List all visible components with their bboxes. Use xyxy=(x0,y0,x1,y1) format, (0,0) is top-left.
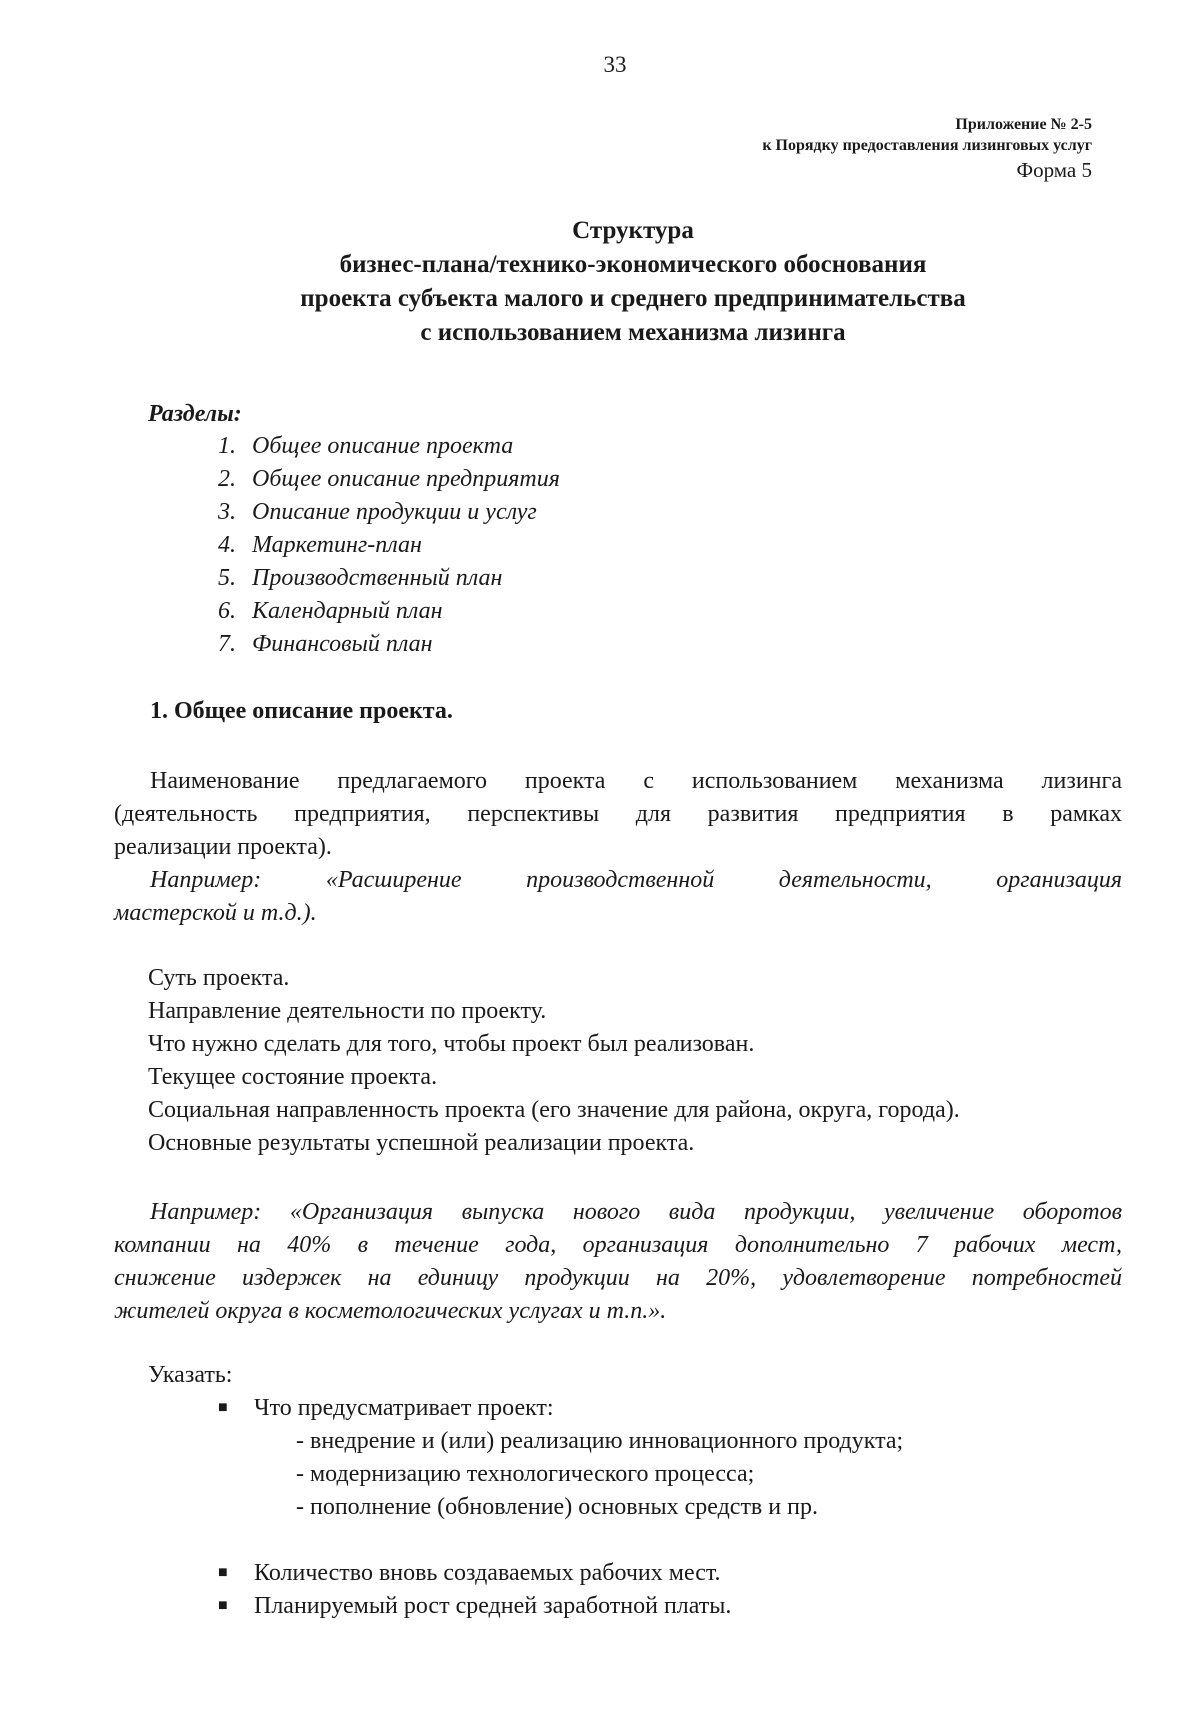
bullet-item xyxy=(218,1560,721,1587)
section-list-label: Финансовый план xyxy=(252,631,433,657)
document-title-line-2: бизнес-плана/технико-экономического обоснования xyxy=(339,251,927,278)
section-list-item xyxy=(218,631,433,658)
example-1-line-1: Например: «Расширение производственной деятельности, организация xyxy=(150,867,1122,893)
section-1-heading: 1. Общее описание проекта. xyxy=(150,698,453,724)
sections-heading: Разделы: xyxy=(148,401,242,427)
section-list-label: Общее описание предприятия xyxy=(252,466,560,492)
project-point: Что нужно сделать для того, чтобы проект был реализован. xyxy=(148,1031,755,1057)
form-label: Форма 5 xyxy=(1016,158,1092,182)
section-list-number: 2. xyxy=(218,466,236,492)
sub-item: - пополнение (обновление) основных средств и пр. xyxy=(296,1494,818,1520)
bullet-item xyxy=(218,1395,554,1422)
bullet-icon: ■ xyxy=(218,1564,228,1581)
project-name-paragraph-line-3: реализации проекта). xyxy=(114,834,332,860)
section-list-number: 4. xyxy=(218,532,236,558)
section-list-label: Описание продукции и услуг xyxy=(252,499,537,525)
project-point: Основные результаты успешной реализации проекта. xyxy=(148,1130,695,1156)
sub-item: - модернизацию технологического процесса; xyxy=(296,1461,755,1487)
section-list-number: 1. xyxy=(218,433,236,459)
sub-item: - внедрение и (или) реализацию инновационного продукта; xyxy=(296,1428,904,1454)
annex-line-1: Приложение № 2-5 xyxy=(955,116,1092,133)
section-list-label: Производственный план xyxy=(252,565,503,591)
document-title-line-1: Структура xyxy=(572,217,694,244)
bullet-item xyxy=(218,1593,731,1620)
bullet-label: Планируемый рост средней заработной платы. xyxy=(254,1593,732,1619)
bullet-label: Что предусматривает проект: xyxy=(254,1395,554,1421)
annex-line-2: к Порядку предоставления лизинговых услуг xyxy=(762,137,1092,154)
example-2-line-1: Например: «Организация выпуска нового вида продукции, увеличение оборотов xyxy=(150,1199,1122,1225)
document-title-line-4: с использованием механизма лизинга xyxy=(420,319,846,346)
section-list-item xyxy=(218,565,502,592)
project-name-paragraph-line-1: Наименование предлагаемого проекта с использованием механизма лизинга xyxy=(150,768,1122,794)
section-list-number: 7. xyxy=(218,631,236,657)
bullet-label: Количество вновь создаваемых рабочих мест. xyxy=(254,1560,721,1586)
section-list-label: Календарный план xyxy=(252,598,443,624)
section-list-item xyxy=(218,598,443,625)
project-point: Социальная направленность проекта (его значение для района, округа, города). xyxy=(148,1097,960,1123)
document-title-line-3: проекта субъекта малого и среднего предпринимательства xyxy=(300,285,966,312)
project-point: Суть проекта. xyxy=(148,965,290,991)
example-2-line-4: жителей округа в косметологических услугах и т.п.». xyxy=(114,1298,667,1324)
page-number: 33 xyxy=(603,52,627,77)
project-point: Направление деятельности по проекту. xyxy=(148,998,547,1024)
section-list-item xyxy=(218,433,513,460)
project-name-paragraph-line-2: (деятельность предприятия, перспективы для развития предприятия в рамках xyxy=(114,801,1122,827)
section-list-item xyxy=(218,466,560,493)
section-list-label: Маркетинг-план xyxy=(252,532,422,558)
example-2-line-3: снижение издержек на единицу продукции на 20%, удовлетворение потребностей xyxy=(114,1265,1122,1291)
section-list-label: Общее описание проекта xyxy=(252,433,514,459)
example-1-line-2: мастерской и т.д.). xyxy=(114,900,317,926)
specify-heading: Указать: xyxy=(148,1362,233,1388)
section-list-number: 6. xyxy=(218,598,236,624)
example-2-line-2: компании на 40% в течение года, организация дополнительно 7 рабочих мест, xyxy=(114,1232,1122,1258)
section-list-item xyxy=(218,532,422,559)
bullet-icon: ■ xyxy=(218,1597,228,1614)
project-point: Текущее состояние проекта. xyxy=(148,1064,438,1090)
section-list-number: 5. xyxy=(218,565,236,591)
section-list-item xyxy=(218,499,537,526)
section-list-number: 3. xyxy=(218,499,236,525)
bullet-icon: ■ xyxy=(218,1399,228,1416)
